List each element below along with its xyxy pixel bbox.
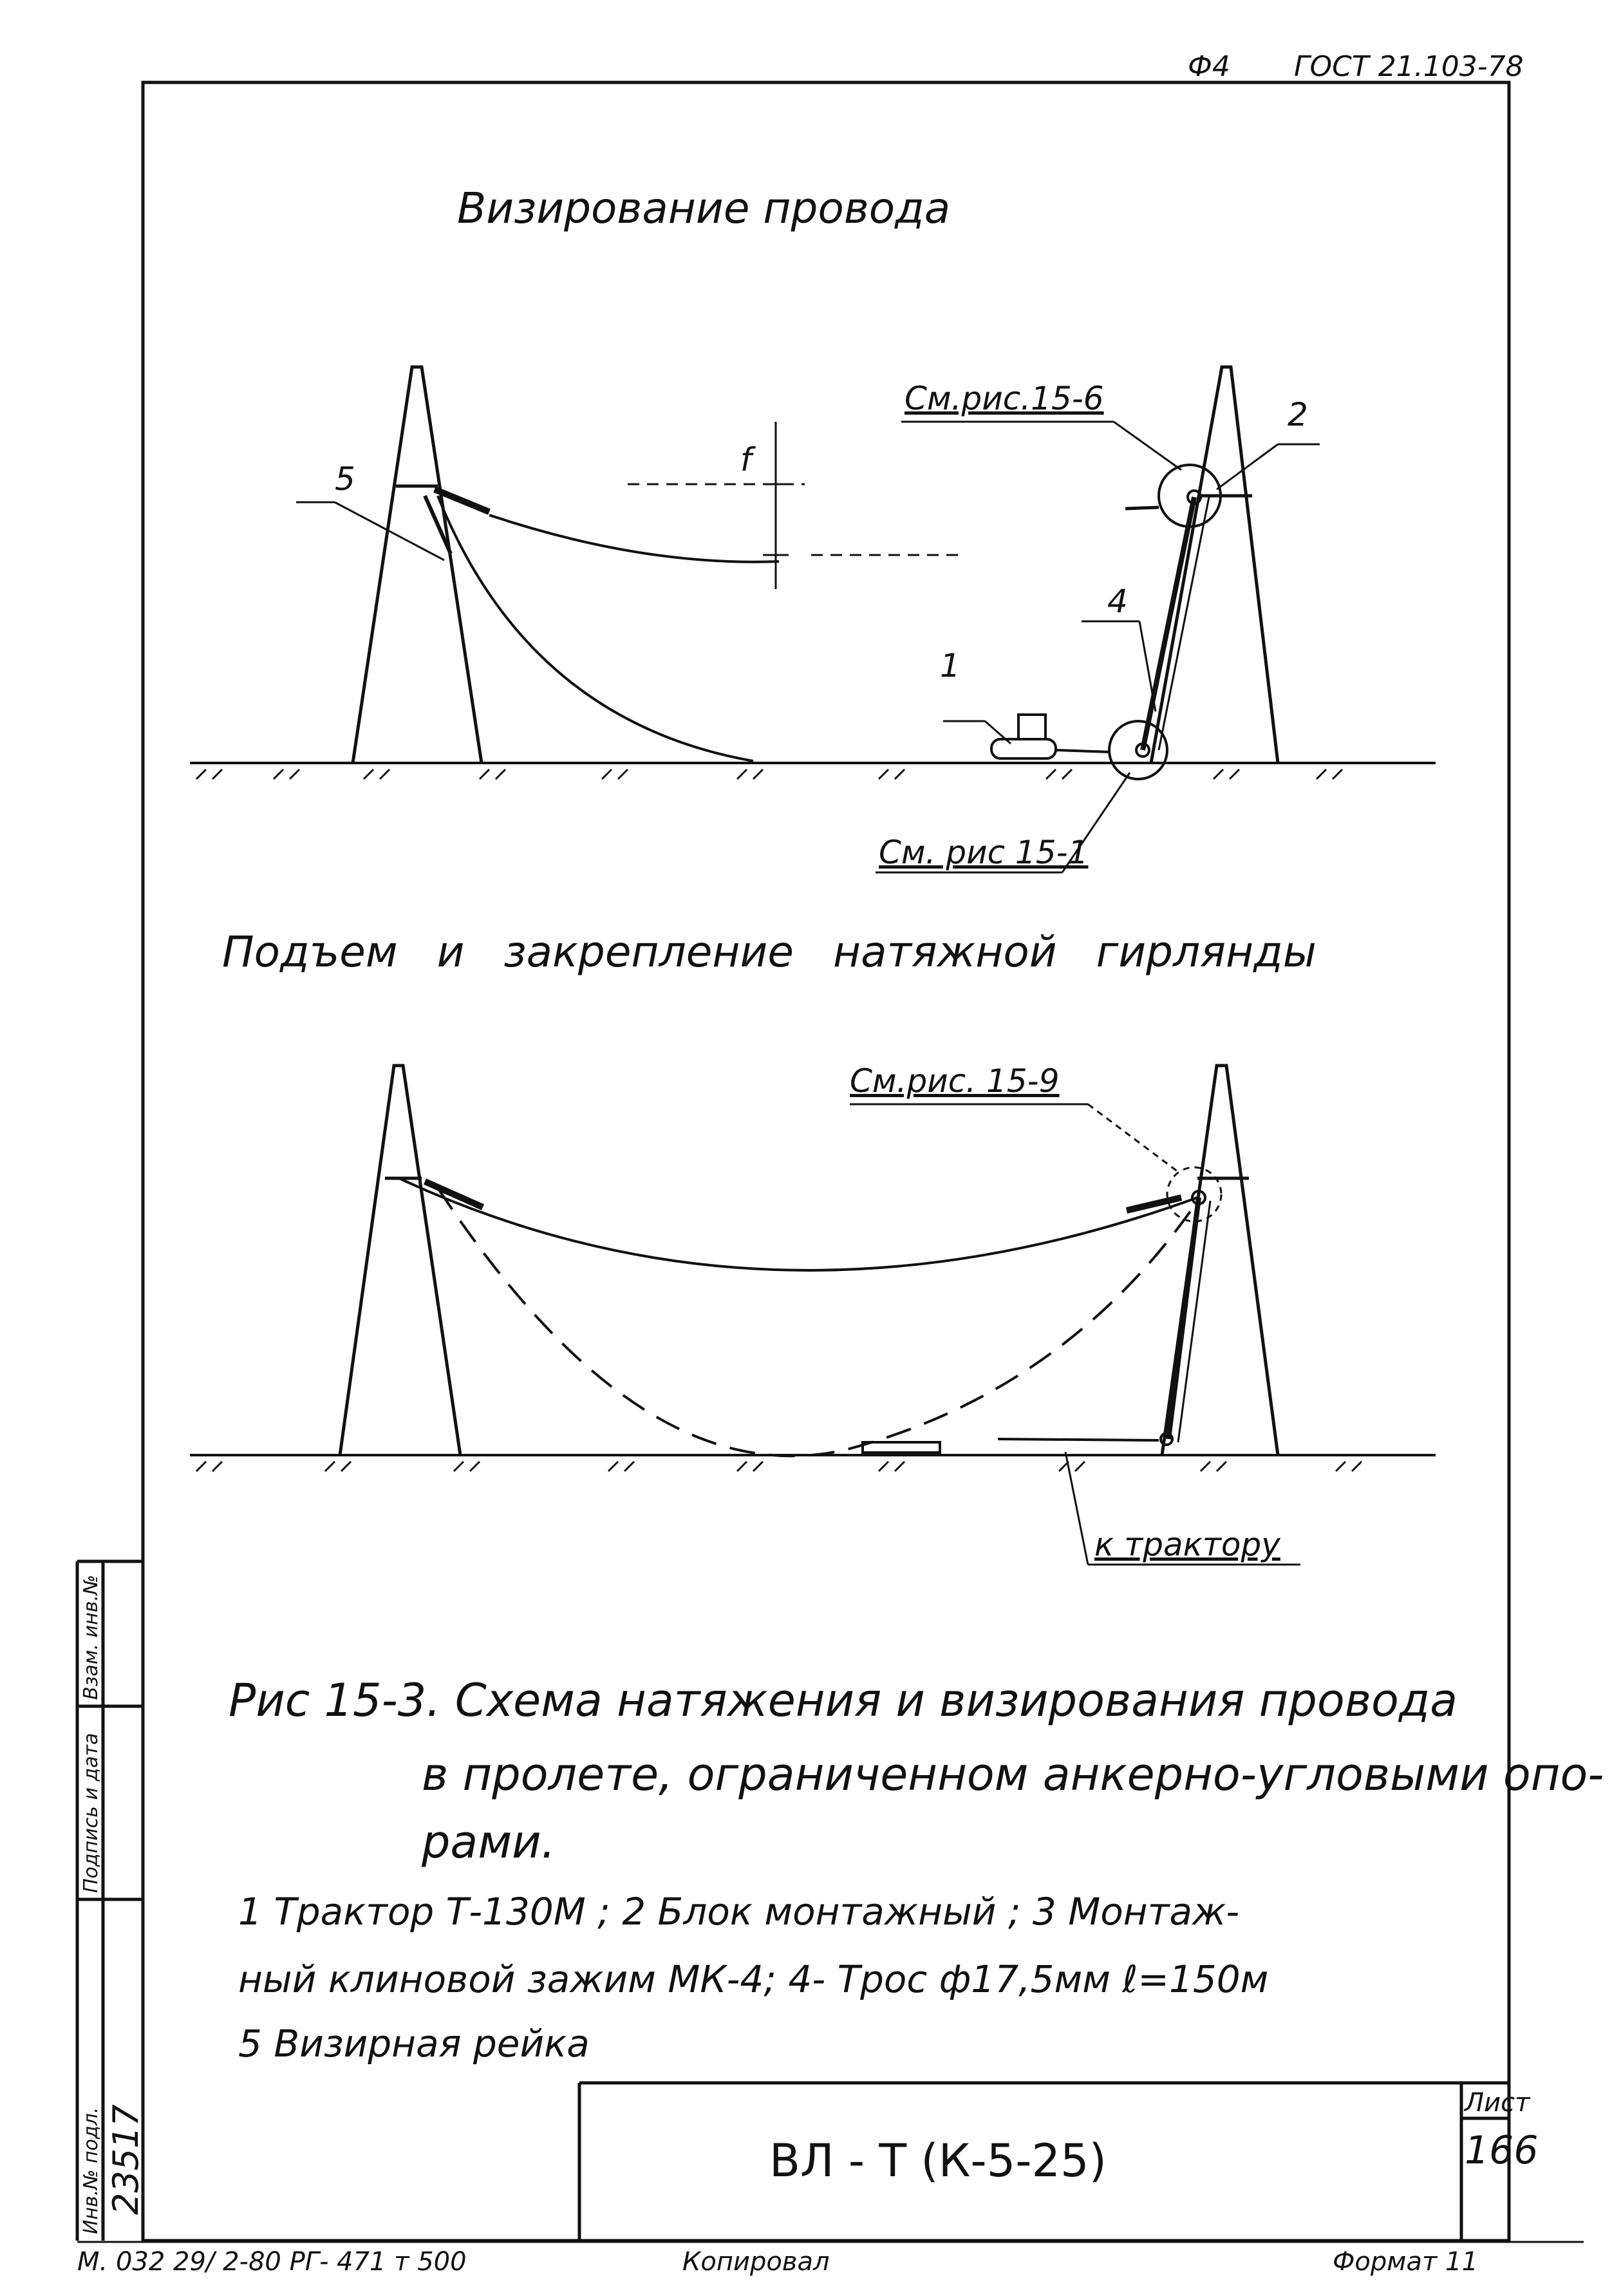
ref-fig-15-1: См. рис 15-1 <box>879 834 1089 871</box>
footer-order: М. 032 29/ 2-80 РГ- 471 т 500 <box>77 2247 467 2277</box>
standard-number: ГОСТ 21.103-78 <box>1294 50 1524 83</box>
legend-line3: 5 Визирная рейка <box>238 2022 590 2065</box>
figure-caption-line2: в пролете, ограниченном анкерно-угловыми опо- <box>422 1748 1604 1801</box>
stamp-replace-inv: Взам. инв.№ <box>80 1574 102 1700</box>
footer-format: Формат 11 <box>1333 2247 1478 2277</box>
callout-5: 5 <box>335 460 355 498</box>
ref-fig-15-6: См.рис.15-6 <box>904 380 1104 417</box>
diagram-lifting <box>190 1066 1436 1565</box>
stamp-signature-date: Подпись и дата <box>80 1733 102 1893</box>
callout-2: 2 <box>1288 396 1308 433</box>
ref-fig-15-9: См.рис. 15-9 <box>850 1062 1060 1100</box>
sag-label: f <box>740 441 752 478</box>
legend-line1: 1 Трактор Т-130М ; 2 Блок монтажный ; 3 Монтаж- <box>238 1890 1240 1934</box>
sheet-label: Лист <box>1465 2088 1530 2118</box>
footer-copied: Копировал <box>682 2247 830 2277</box>
legend-line2: ный клиновой зажим МК-4; 4- Трос ф17,5мм ℓ=150м <box>238 1957 1269 2001</box>
section1-title: Визирование провода <box>457 183 951 233</box>
to-tractor-label: к трактору <box>1094 1526 1280 1563</box>
diagram-sighting <box>190 367 1436 872</box>
callout-1: 1 <box>940 647 961 684</box>
stamp-inv-number: 23517 <box>106 2104 146 2215</box>
sheet-number: 166 <box>1465 2128 1539 2173</box>
section2-title: Подъем и закрепление натяжной гирлянды <box>222 927 1317 977</box>
figure-caption-line3: рами. <box>422 1816 556 1868</box>
callout-4: 4 <box>1107 583 1128 620</box>
stamp-inv-label: Инв.№ подл. <box>80 2107 102 2234</box>
drawing-code: ВЛ - Т (К-5-25) <box>769 2134 1107 2187</box>
sheet-id: Ф4 <box>1188 50 1230 83</box>
figure-caption-line1: Рис 15-3. Схема натяжения и визирования провода <box>229 1674 1458 1727</box>
